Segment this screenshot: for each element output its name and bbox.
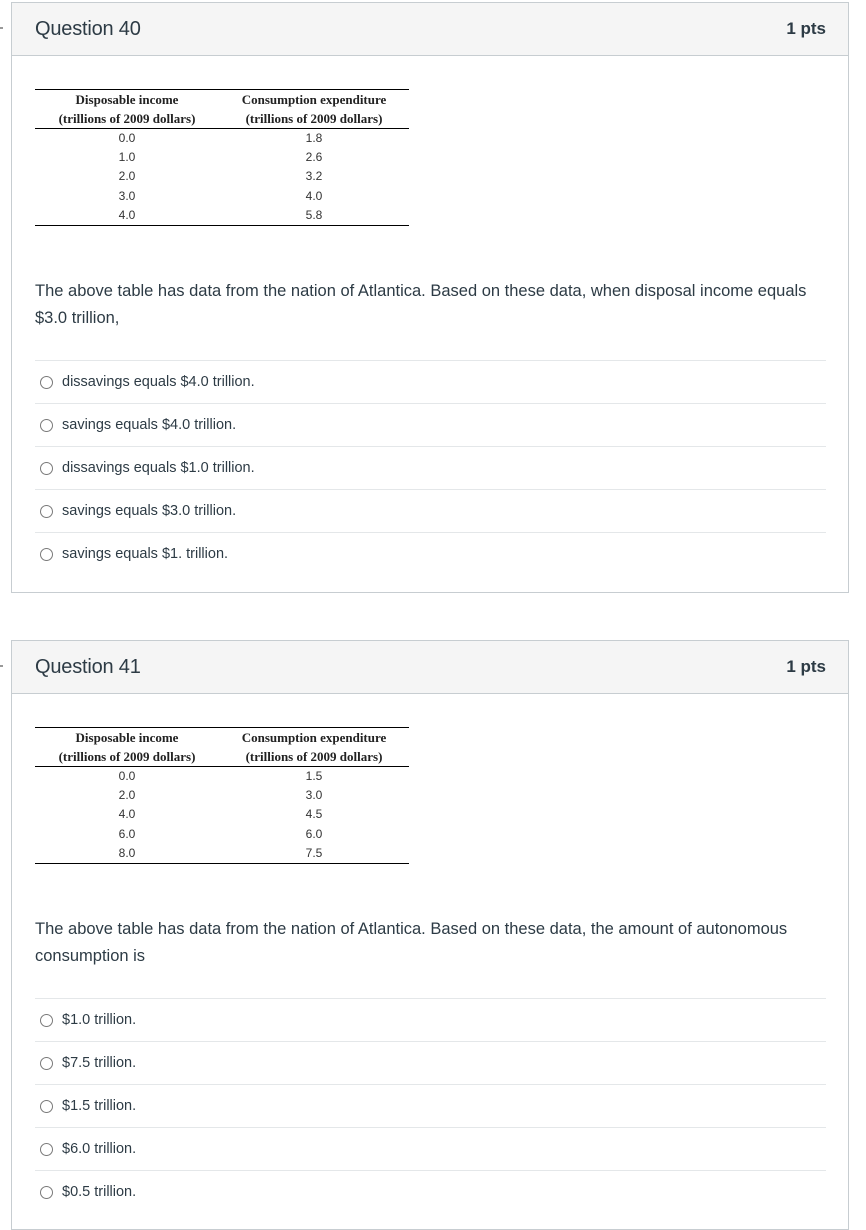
table-cell: 3.0: [305, 788, 323, 803]
table-row: [35, 844, 409, 864]
table-header-cell: (trillions of 2009 dollars): [219, 747, 409, 767]
table-header-row: [35, 728, 409, 748]
radio-button[interactable]: [40, 505, 53, 518]
table-cell: 0.0: [118, 131, 136, 145]
answer-option[interactable]: [35, 999, 826, 1042]
question-text: The above table has data from the nation of Atlantica. Based on these data, when disposal income equals $3.0 trillion,: [35, 282, 807, 328]
table-header-cell: (trillions of 2009 dollars): [219, 109, 409, 129]
table-header-row: [35, 109, 409, 129]
table-cell: 6.0: [118, 826, 136, 841]
table-cell: 1.5: [305, 769, 323, 783]
table-cell: 4.0: [305, 188, 323, 203]
answer-label: dissavings equals $4.0 trillion.: [62, 374, 255, 391]
answer-label: $7.5 trillion.: [62, 1055, 137, 1072]
table-row: [35, 786, 409, 805]
table-cell: 8.0: [118, 845, 136, 860]
table-row: [35, 129, 409, 149]
edge-marker: [0, 665, 3, 667]
table-cell: 2.0: [118, 169, 136, 184]
table-header-cell: Disposable income: [75, 92, 179, 107]
answer-option[interactable]: [35, 533, 826, 575]
answer-option[interactable]: [35, 490, 826, 533]
table-cell: 2.0: [118, 788, 136, 803]
table-cell: 4.0: [118, 807, 136, 822]
income-consumption-table: [35, 727, 409, 864]
radio-button[interactable]: [40, 1143, 53, 1156]
answer-label: dissavings equals $1.0 trillion.: [62, 460, 255, 477]
question-40: [11, 2, 849, 593]
table-cell: 1.0: [118, 150, 136, 165]
radio-button[interactable]: [40, 1014, 53, 1027]
question-text: The above table has data from the nation of Atlantica. Based on these data, the amount of autonomous consumption is: [35, 920, 788, 966]
answer-list: [35, 998, 826, 1213]
question-title: Question 40: [35, 17, 141, 40]
table-row: [35, 187, 409, 206]
question-header: [12, 641, 848, 694]
question-title: Question 41: [35, 655, 141, 678]
answer-label: savings equals $4.0 trillion.: [62, 417, 237, 434]
answer-label: savings equals $1. trillion.: [62, 546, 229, 563]
table-row: [35, 825, 409, 844]
radio-button[interactable]: [40, 1057, 53, 1070]
edge-marker: [0, 27, 3, 29]
answer-label: $1.5 trillion.: [62, 1098, 137, 1115]
radio-button[interactable]: [40, 1186, 53, 1199]
answer-list: [35, 360, 826, 575]
table-header-row: [35, 90, 409, 110]
table-cell: 7.5: [305, 845, 323, 860]
radio-button[interactable]: [40, 419, 53, 432]
table-header-row: [35, 747, 409, 767]
answer-label: $0.5 trillion.: [62, 1184, 137, 1201]
radio-button[interactable]: [40, 548, 53, 561]
table-row: [35, 206, 409, 226]
question-41: [11, 640, 849, 1230]
table-cell: 2.6: [305, 150, 323, 165]
table-cell: 3.2: [305, 169, 323, 184]
table-header-cell: (trillions of 2009 dollars): [35, 747, 219, 767]
table-header-cell: Disposable income: [75, 730, 179, 745]
table-header-cell: Consumption expenditure: [241, 92, 387, 107]
answer-label: savings equals $3.0 trillion.: [62, 503, 237, 520]
table-row: [35, 767, 409, 787]
question-points: 1 pts: [786, 657, 826, 676]
table-cell: 6.0: [305, 826, 323, 841]
table-cell: 4.0: [118, 207, 136, 222]
income-consumption-table: [35, 89, 409, 226]
table-cell: 5.8: [305, 207, 323, 222]
radio-button[interactable]: [40, 376, 53, 389]
question-points: 1 pts: [786, 19, 826, 38]
answer-option[interactable]: [35, 447, 826, 490]
table-cell: 3.0: [118, 188, 136, 203]
table-cell: 0.0: [118, 769, 136, 783]
answer-label: $1.0 trillion.: [62, 1012, 137, 1029]
question-body: [12, 89, 848, 575]
answer-option[interactable]: [35, 361, 826, 404]
answer-option[interactable]: [35, 1171, 826, 1213]
table-row: [35, 148, 409, 167]
table-row: [35, 167, 409, 186]
radio-button[interactable]: [40, 1100, 53, 1113]
radio-button[interactable]: [40, 462, 53, 475]
table-header-cell: (trillions of 2009 dollars): [35, 109, 219, 129]
table-header-cell: Consumption expenditure: [241, 730, 387, 745]
question-body: [12, 727, 848, 1213]
answer-option[interactable]: [35, 1042, 826, 1085]
table-cell: 4.5: [305, 807, 323, 822]
answer-option[interactable]: [35, 1128, 826, 1171]
question-header: [12, 3, 848, 56]
answer-label: $6.0 trillion.: [62, 1141, 137, 1158]
table-row: [35, 805, 409, 824]
answer-option[interactable]: [35, 404, 826, 447]
table-cell: 1.8: [305, 131, 323, 145]
answer-option[interactable]: [35, 1085, 826, 1128]
